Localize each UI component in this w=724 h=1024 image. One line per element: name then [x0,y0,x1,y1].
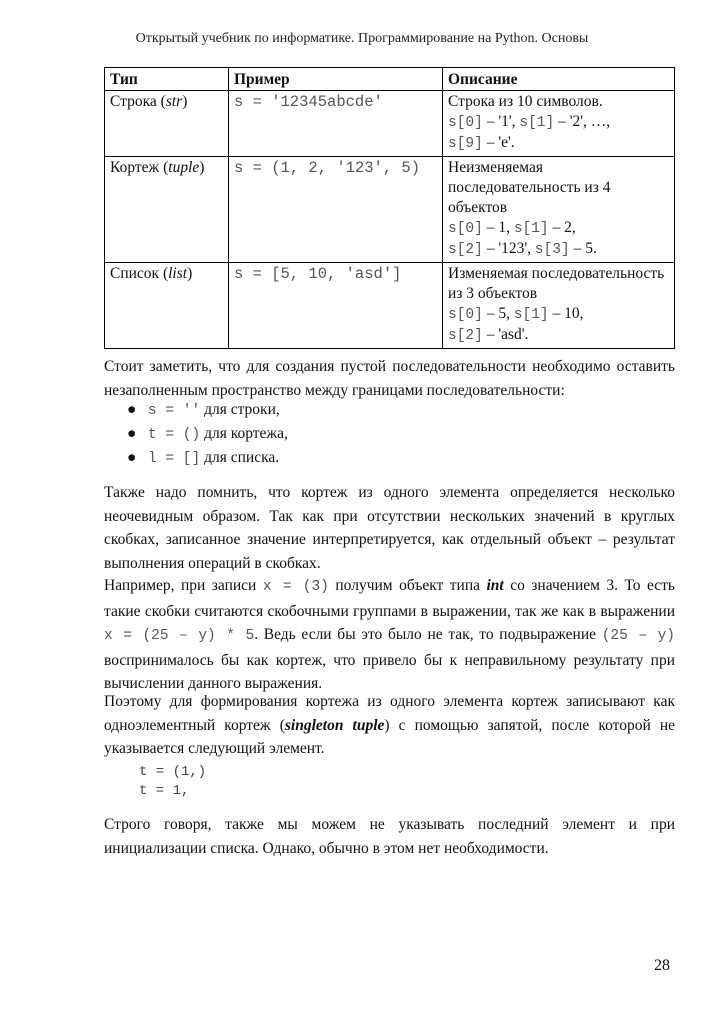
description-text: – 1, [482,219,514,236]
description-text: – '2', …, [554,113,611,130]
description-text: – '123', [482,240,535,257]
description-line [448,239,669,260]
index-code: s[0] [448,307,483,323]
page-number: 28 [654,957,670,974]
description-text: – 2, [548,219,576,236]
description-line [448,112,669,133]
bullet-icon: ● [127,425,137,442]
index-code: s[0] [448,221,483,237]
table-row [105,157,675,263]
example-cell: s = (1, 2, '123', 5) [229,157,443,263]
table-row [105,91,675,157]
list-item: ● t = () для кортежа, [127,425,288,443]
description-text: – 10, [548,305,584,322]
description-cell: Изменяемая последовательность из 3 объектов s[0] – 5, s[1] – 10, s[2] – 'asd'. [443,263,675,349]
table-body [105,91,675,349]
column-header-type: Тип [105,68,229,91]
index-code: s[2] [448,242,483,258]
description-text: – 5. [569,240,597,257]
description-text: – 5, [482,305,514,322]
index-code: s[2] [448,328,483,344]
running-header: Открытый учебник по информатике. Программирование на Python. Основы [135,31,589,46]
column-header-example: Пример [229,68,443,91]
type-cell: Список (list) [105,263,229,349]
index-code: s[0] [448,115,483,131]
code-line: t = 1, [139,783,190,799]
index-code: s[1] [513,307,549,323]
paragraph-empty-sequences: Стоит заметить, что для создания пустой последовательности необходимо оставить незаполненным пространство между границами последовательности: [104,358,675,399]
paragraph-list-init: Строго говоря, также мы можем не указывать последний элемент и при инициализации списка. Однако, обычно в этом нет необходимости. [104,816,675,857]
description-line [448,325,669,346]
index-code: s[1] [519,115,555,131]
paragraph-single-element-tuple: Также надо помнить, что кортеж из одного элемента определяется несколько неочевидным образом. Так как при отсутствии нескольких значений в круглых скобках, записанное значение интерпретируется, как отдельный объект – результат выполнения операций в скобках. [104,484,675,572]
paragraph-singleton-tuple: Поэтому для формирования кортежа из одного элемента кортеж записывают как одноэлементный кортеж (singleton tuple) с помощью запятой, после которой не указывается следующий элемент. [104,693,675,757]
description-cell: Строка из 10 символов. s[0] – '1', s[1] – '2', …, s[9] – 'e'. [443,91,675,157]
bullet-icon: ● [127,449,137,466]
sequence-types-table [104,67,675,349]
table-header-row [105,68,675,91]
code-line: t = (1,) [139,764,207,780]
type-cell: Строка (str) [105,91,229,157]
type-cell: Кортеж (tuple) [105,157,229,263]
bullet-icon: ● [127,401,137,418]
paragraph-parentheses-example: Например, при записи x = (3) получим объект типа int со значением 3. То есть такие скобки считаются скобочными группами в выражении, так же как в выражении x = (25 – y) * 5. Ведь если бы это было не так, то подвыражение (25 – y) воспринималось бы как кортеж, что привело бы к неправильному результату при вычислении данного выражения. [104,577,675,692]
list-item: ● s = '' для строки, [127,401,280,419]
description-text: – 'asd'. [482,326,529,343]
description-cell: Неизменяемая последовательность из 4 объектов s[0] – 1, s[1] – 2, s[2] – '123', s[3] – 5. [443,157,675,263]
description-text: – '1', [482,113,520,130]
example-cell: s = [5, 10, 'asd'] [229,263,443,349]
index-code: s[9] [448,136,483,152]
example-cell: s = '12345abcde' [229,91,443,157]
column-header-description: Описание [443,68,675,91]
index-code: s[1] [513,221,549,237]
description-text: – 'e'. [482,134,515,151]
description-line [448,218,669,239]
description-line [448,304,669,325]
description-line [448,133,669,154]
list-item: ● l = [] для списка. [127,449,280,467]
table-row [105,263,675,349]
index-code: s[3] [534,242,570,258]
